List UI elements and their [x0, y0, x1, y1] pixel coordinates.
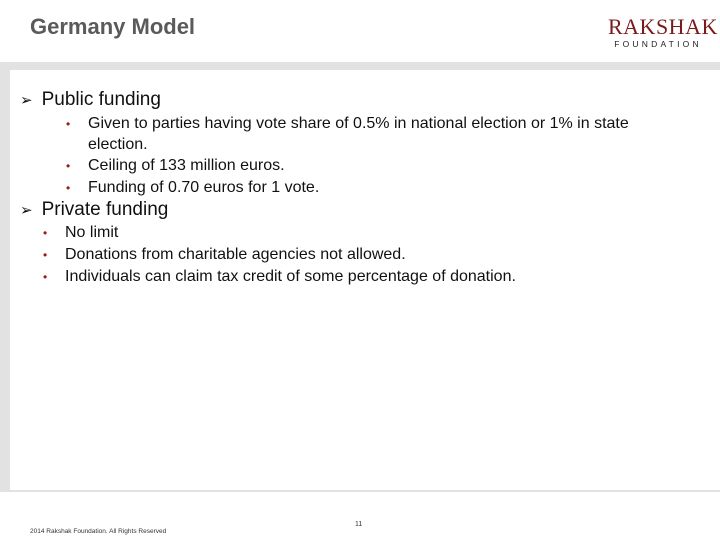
list-item	[43, 222, 683, 244]
bullet-text: Funding of 0.70 euros for 1 vote.	[88, 179, 320, 196]
list-item	[43, 244, 683, 266]
page-number: 11	[355, 521, 363, 528]
heading-text: Private funding	[41, 199, 169, 220]
list-item	[43, 266, 683, 288]
list-item	[66, 177, 666, 199]
section-heading-public-funding	[20, 89, 161, 111]
bullet-text: No limit	[65, 224, 119, 241]
bullet-dot-icon: •	[66, 159, 71, 173]
list-item	[66, 113, 666, 155]
bullet-dot-icon: •	[43, 270, 48, 284]
bullet-dot-icon: •	[66, 181, 71, 195]
logo-sub-text: FOUNDATION	[614, 39, 702, 49]
bullet-dot-icon: •	[43, 248, 48, 262]
bullet-text: Ceiling of 133 million euros.	[88, 157, 285, 174]
rakshak-logo	[608, 14, 718, 49]
arrow-bullet-icon: ➢	[20, 202, 33, 219]
bullet-text: Donations from charitable agencies not allowed.	[65, 246, 406, 263]
heading-text: Public funding	[41, 89, 161, 110]
footer-copyright: 2014 Rakshak Foundation. All Rights Reserved	[30, 528, 167, 535]
bullet-text: Individuals can claim tax credit of some percentage of donation.	[65, 268, 516, 285]
slide-title: Germany Model	[30, 14, 196, 39]
arrow-bullet-icon: ➢	[20, 92, 33, 109]
section-heading-private-funding	[20, 199, 168, 221]
list-item	[66, 155, 666, 177]
bullet-dot-icon: •	[43, 226, 48, 240]
bullet-text: Given to parties having vote share of 0.5% in national election or 1% in state election.	[88, 115, 629, 153]
bullet-dot-icon: •	[66, 117, 71, 131]
logo-main-text: RAKSHAK	[608, 14, 718, 39]
